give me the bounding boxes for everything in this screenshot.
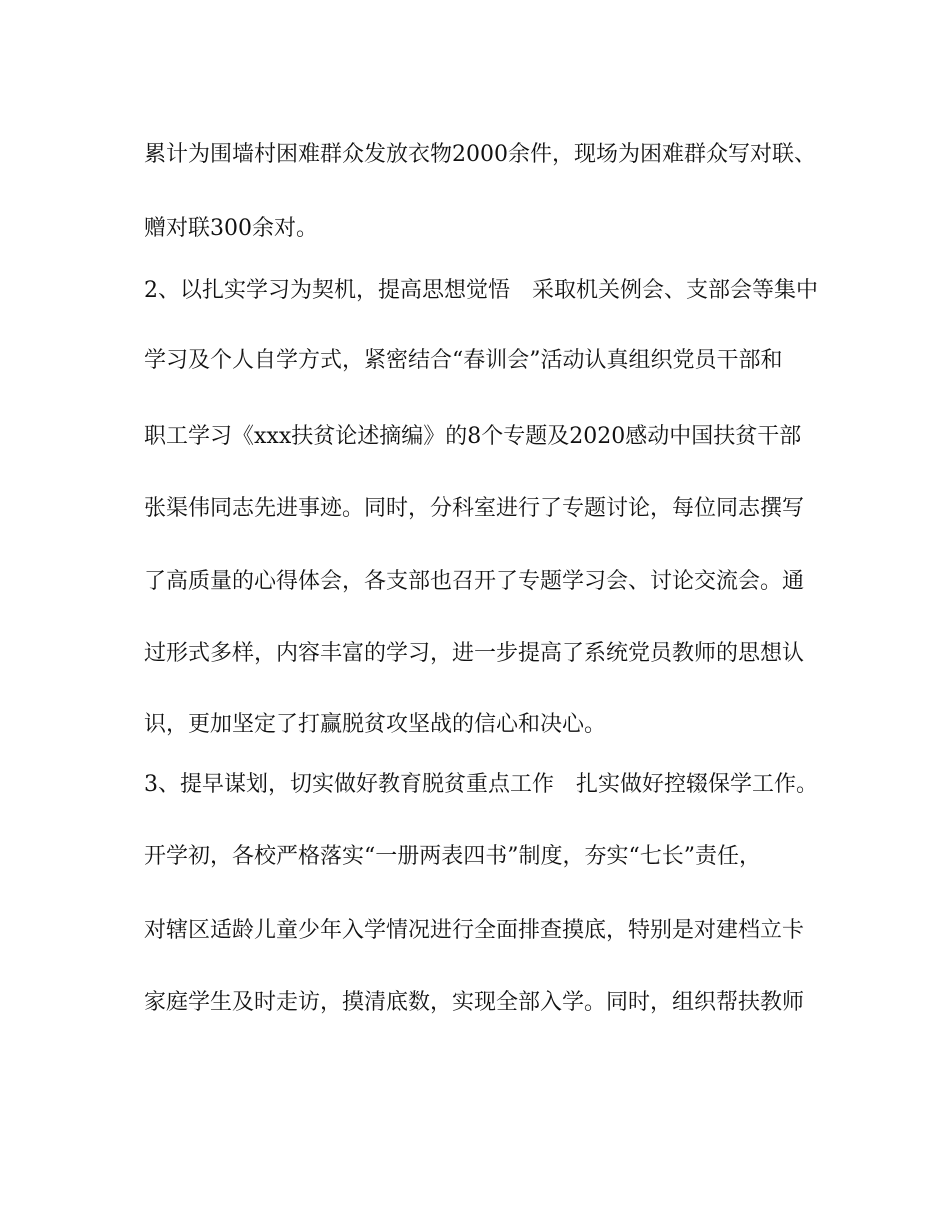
text-line-12: 对辖区适龄儿童少年入学情况进行全面排查摸底，特别是对建档立卡 [144, 918, 805, 943]
text-line-1: 累计为围墙村困难群众发放衣物2000余件，现场为困难群众写对联、 [144, 142, 816, 167]
text-line-8: 过形式多样，内容丰富的学习，进一步提高了系统党员教师的思想认 [144, 641, 805, 666]
text-line-11: 开学初，各校严格落实“一册两表四书”制度，夯实“七长”责任， [144, 844, 761, 869]
text-line-13: 家庭学生及时走访，摸清底数，实现全部入学。同时，组织帮扶教师 [144, 990, 805, 1015]
text-line-10: 3、提早谋划，切实做好教育脱贫重点工作 扎实做好控辍保学工作。 [144, 772, 818, 797]
text-line-6: 张渠伟同志先进事迹。同时，分科室进行了专题讨论，每位同志撰写 [144, 496, 805, 521]
text-line-4: 学习及个人自学方式，紧密结合“春训会”活动认真组织党员干部和 [144, 348, 783, 373]
text-line-2: 赠对联300余对。 [144, 216, 318, 241]
text-line-3: 2、以扎实学习为契机，提高思想觉悟 采取机关例会、支部会等集中 [144, 278, 818, 303]
text-line-5: 职工学习《xxx扶贫论述摘编》的8个专题及2020感动中国扶贫干部 [144, 424, 802, 449]
text-line-7: 了高质量的心得体会，各支部也召开了专题学习会、讨论交流会。通 [144, 569, 805, 594]
text-line-9: 识，更加坚定了打赢脱贫攻坚战的信心和决心。 [144, 712, 607, 737]
